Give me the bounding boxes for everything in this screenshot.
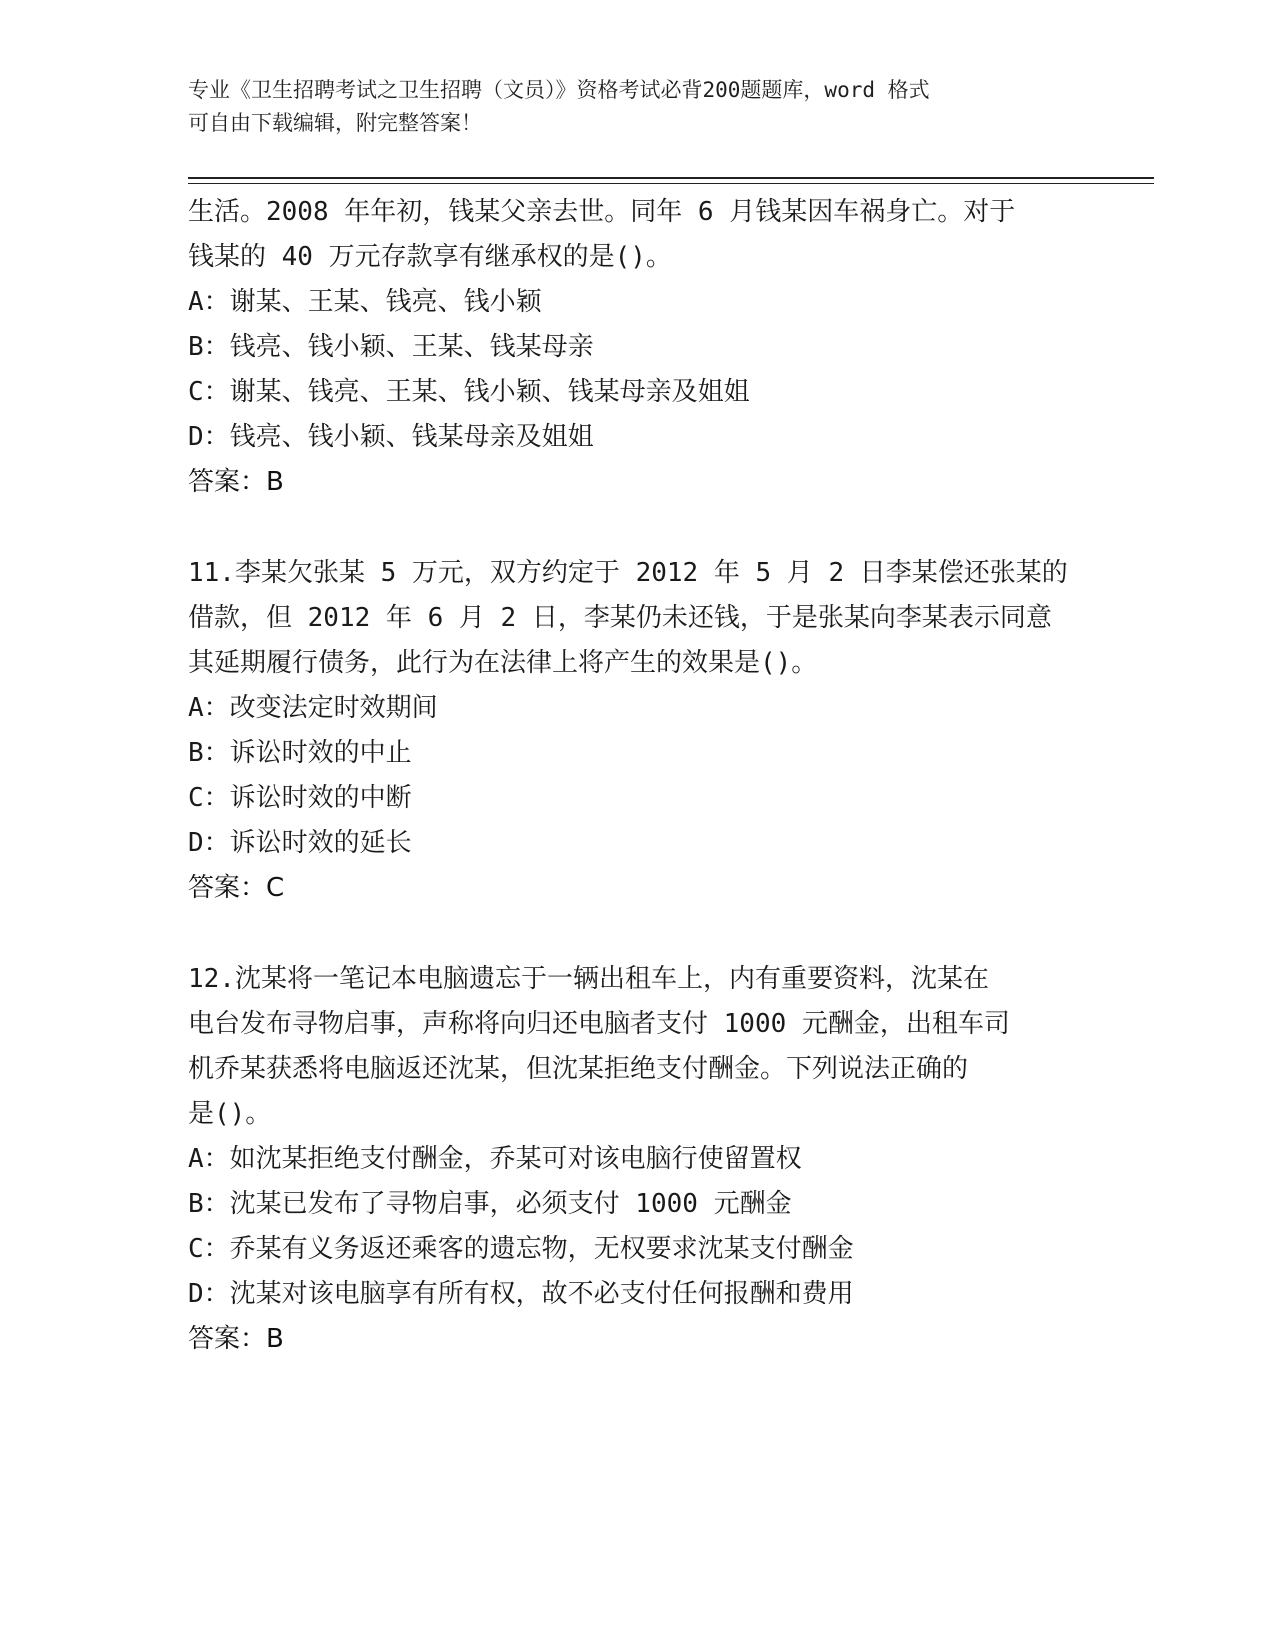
question-text-line: 生活。2008 年年初，钱某父亲去世。同年 6 月钱某因车祸身亡。对于	[188, 197, 1016, 227]
header-title-line-1: 专业《卫生招聘考试之卫生招聘（文员）》资格考试必背200题题库，word 格式	[188, 78, 930, 102]
option-d: D：钱亮、钱小颖、钱某母亲及姐姐	[188, 422, 594, 452]
question-text-line: 钱某的 40 万元存款享有继承权的是()。	[188, 242, 672, 272]
header-title-line-2: 可自由下载编辑，附完整答案！	[188, 111, 482, 135]
header-divider-thin	[188, 183, 1154, 184]
question-text-line: 其延期履行债务，此行为在法律上将产生的效果是()。	[188, 648, 818, 678]
question-text-line: 电台发布寻物启事，声称将向归还电脑者支付 1000 元酬金，出租车司	[188, 1009, 1010, 1039]
answer-line: 答案：B	[188, 1324, 284, 1354]
document-header	[188, 74, 1068, 140]
option-b: B：沈某已发布了寻物启事，必须支付 1000 元酬金	[188, 1189, 792, 1219]
question-text-line: 借款，但 2012 年 6 月 2 日，李某仍未还钱，于是张某向李某表示同意	[188, 603, 1052, 633]
header-divider-thick	[188, 177, 1154, 179]
option-c: C：诉讼时效的中断	[188, 783, 412, 813]
document-body	[188, 190, 1088, 1362]
option-b: B：诉讼时效的中止	[188, 738, 412, 768]
question-text-line: 是()。	[188, 1099, 272, 1129]
question-text-line: 机乔某获悉将电脑返还沈某，但沈某拒绝支付酬金。下列说法正确的	[188, 1054, 969, 1084]
question-10	[188, 190, 1088, 505]
question-spacer	[188, 911, 1088, 957]
option-c: C：谢某、钱亮、王某、钱小颖、钱某母亲及姐姐	[188, 377, 750, 407]
answer-line: 答案：C	[188, 873, 285, 903]
question-12	[188, 957, 1088, 1362]
option-a: A：改变法定时效期间	[188, 693, 438, 723]
option-a: A：如沈某拒绝支付酬金，乔某可对该电脑行使留置权	[188, 1144, 802, 1174]
question-text-line: 12.沈某将一笔记本电脑遗忘于一辆出租车上，内有重要资料，沈某在	[188, 964, 989, 994]
option-d: D：诉讼时效的延长	[188, 828, 412, 858]
option-b: B：钱亮、钱小颖、王某、钱某母亲	[188, 332, 594, 362]
option-a: A：谢某、王某、钱亮、钱小颖	[188, 287, 542, 317]
question-spacer	[188, 505, 1088, 551]
question-11	[188, 551, 1088, 911]
option-d: D：沈某对该电脑享有所有权，故不必支付任何报酬和费用	[188, 1279, 854, 1309]
answer-line: 答案：B	[188, 467, 284, 497]
question-text-line: 11.李某欠张某 5 万元，双方约定于 2012 年 5 月 2 日李某偿还张某的	[188, 558, 1068, 588]
option-c: C：乔某有义务返还乘客的遗忘物，无权要求沈某支付酬金	[188, 1234, 854, 1264]
